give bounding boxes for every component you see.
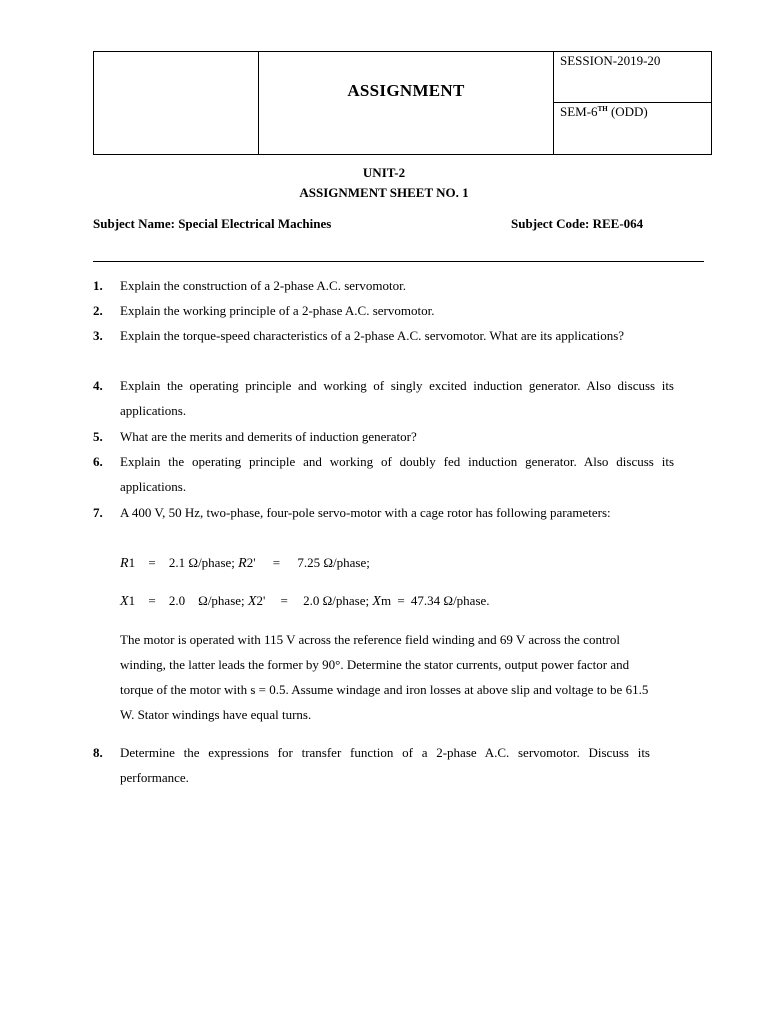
sheet-heading: ASSIGNMENT SHEET NO. 1 [299, 185, 469, 200]
question-number: 7. [93, 505, 103, 520]
subject-code: Subject Code: REE-064 [511, 216, 644, 231]
question-number: 4. [93, 378, 103, 393]
question-number: 1. [93, 278, 103, 293]
question-item [93, 273, 674, 298]
session-label: SESSION-2019-20 [554, 52, 711, 103]
question-text: Explain the operating principle and working of singly excited induction generator. Also discuss its applications. [120, 378, 674, 418]
question-number: 2. [93, 303, 103, 318]
assignment-title: ASSIGNMENT [347, 81, 465, 100]
question-item [93, 323, 674, 348]
question-item [93, 424, 674, 449]
formula-resistance: R1 = 2.1 Ω/phase; R2' = 7.25 Ω/phase; [120, 555, 370, 571]
question-number: 6. [93, 454, 103, 469]
title-cell [259, 52, 554, 155]
question-item [93, 373, 674, 423]
question-item [93, 298, 674, 323]
question-item [93, 740, 674, 790]
question-text: Explain the torque-speed characteristics of a 2-phase A.C. servomotor. What are its applications? [120, 328, 625, 343]
unit-heading: UNIT-2 [362, 165, 406, 180]
question-text: Determine the expressions for transfer function of a 2-phase A.C. servomotor. Discuss its performance. [120, 745, 650, 785]
question-item [93, 449, 674, 499]
question-text: Explain the working principle of a 2-phase A.C. servomotor. [120, 303, 435, 318]
logo-cell [94, 52, 259, 155]
divider-line [93, 261, 704, 262]
formula-reactance: X1 = 2.0 Ω/phase; X2' = 2.0 Ω/phase; Xm = 47.34 Ω/phase. [120, 593, 490, 609]
question-item [93, 500, 674, 525]
question-number: 5. [93, 429, 103, 444]
question-text: Explain the construction of a 2-phase A.C. servomotor. [120, 278, 406, 293]
question-text: A 400 V, 50 Hz, two-phase, four-pole servo-motor with a cage rotor has following parameters: [120, 505, 611, 520]
question-text: Explain the operating principle and working of doubly fed induction generator. Also discuss its applications. [120, 454, 674, 494]
meta-cell [554, 52, 712, 155]
question-number: 3. [93, 328, 103, 343]
semester-label: SEM-6TH (ODD) [560, 104, 648, 119]
header-table [93, 51, 712, 155]
subject-name: Subject Name: Special Electrical Machines [93, 216, 332, 231]
question-7-paragraph: The motor is operated with 115 V across the reference field winding and 69 V across the control winding, the latter leads the former by 90°. Determine the stator currents, output power factor and torque of the motor with s = 0.5. Assume windage and iron losses at above slip and voltage to be 61.5 W. Stator windings have equal turns. [120, 632, 649, 722]
question-number: 8. [93, 745, 103, 760]
question-text: What are the merits and demerits of induction generator? [120, 429, 417, 444]
